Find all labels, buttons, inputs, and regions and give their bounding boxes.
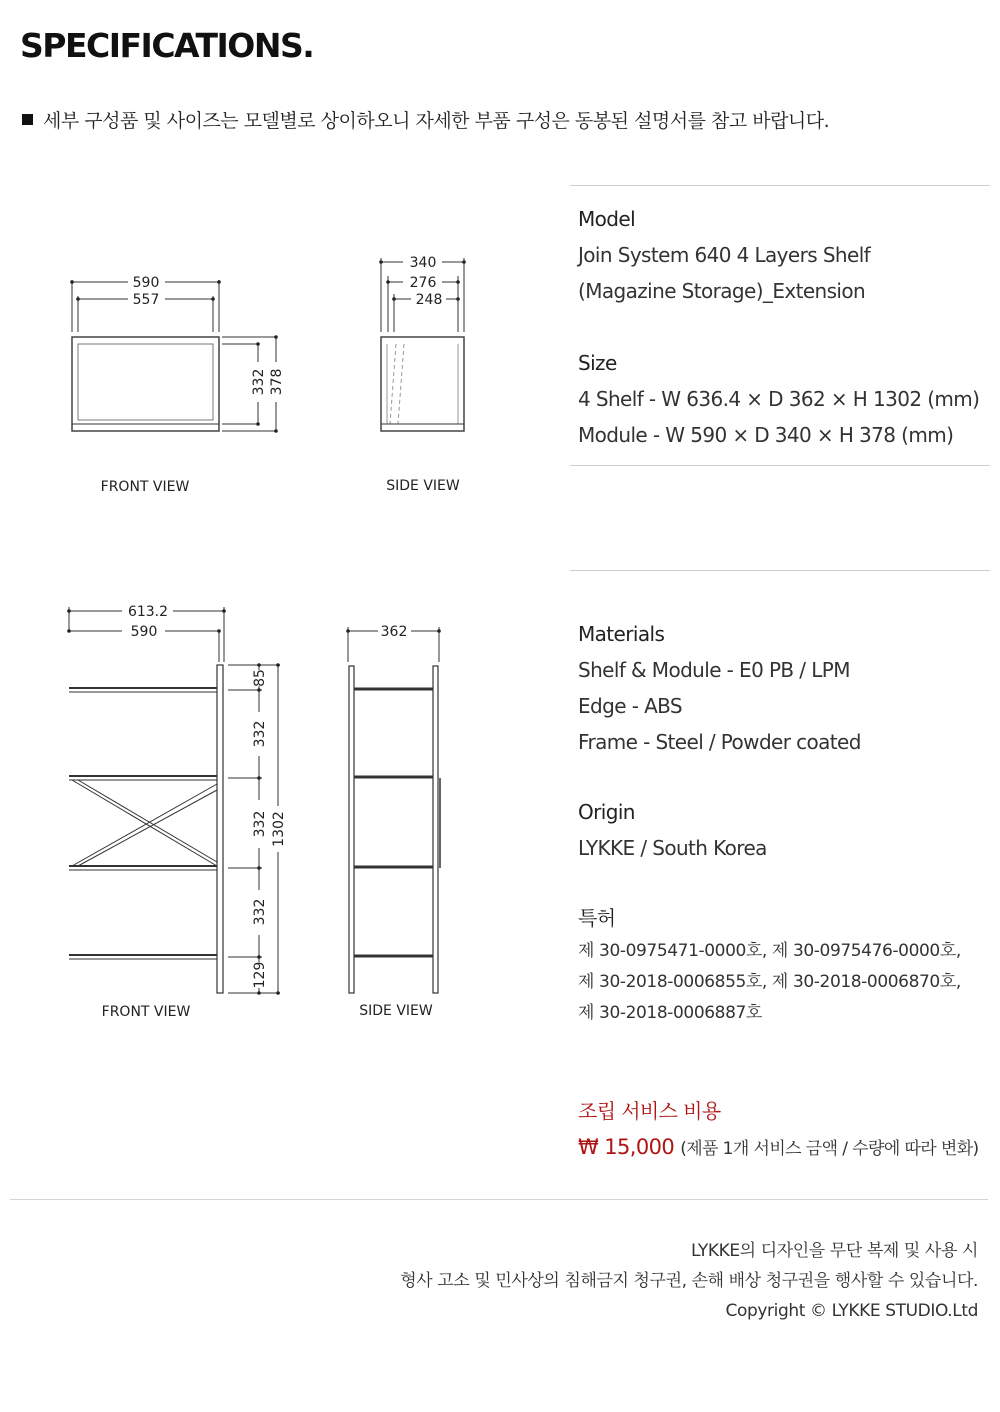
dim-side-depth-mid: 276 — [409, 275, 437, 291]
module-front-view-label: FRONT VIEW — [100, 479, 190, 495]
footer-line-3: Copyright © LYKKE STUDIO.Ltd — [725, 1301, 978, 1321]
dim-front-height-outer: 378 — [269, 368, 285, 396]
divider-mid-1 — [570, 465, 990, 466]
shelf-side-view-label: SIDE VIEW — [359, 1003, 433, 1019]
origin-heading: Origin — [578, 800, 635, 824]
model-line-2: (Magazine Storage)_Extension — [578, 279, 866, 303]
model-heading: Model — [578, 207, 636, 231]
divider-mid-2 — [570, 570, 990, 571]
patent-line-1: 제 30-0975471-0000호, 제 30-0975476-0000호, — [578, 941, 961, 961]
dim-side-depth-outer: 340 — [409, 255, 437, 271]
shelf-drawing — [0, 600, 560, 1030]
dim-side-depth: 362 — [380, 624, 408, 640]
specs-model-size — [578, 201, 979, 453]
divider-top — [570, 185, 990, 186]
dim-height-total: 1302 — [271, 811, 287, 847]
notice-text — [22, 106, 829, 133]
patent-line-2: 제 30-2018-0006855호, 제 30-2018-0006870호, — [578, 972, 961, 992]
footer-line-1: LYKKE의 디자인을 무단 복제 및 사용 시 — [691, 1241, 978, 1261]
dim-height-bottom: 129 — [252, 961, 268, 989]
dim-front-height-inner: 332 — [251, 368, 267, 396]
dim-height-top: 85 — [252, 669, 268, 687]
dim-shelf-width-inner: 590 — [130, 624, 158, 640]
size-line-1: 4 Shelf - W 636.4 × D 362 × H 1302 (mm) — [578, 387, 980, 411]
dim-height-gap-2: 332 — [252, 810, 268, 838]
materials-line-2: Edge - ABS — [578, 694, 683, 718]
service-price-note: (제품 1개 서비스 금액 / 수량에 따라 변화) — [680, 1139, 979, 1159]
patent-line-3: 제 30-2018-0006887호 — [578, 1003, 762, 1023]
dim-height-gap-1: 332 — [252, 720, 268, 748]
materials-heading: Materials — [578, 622, 665, 646]
specs-materials-origin — [578, 616, 961, 1029]
assembly-service — [578, 1093, 979, 1167]
dim-front-width-outer: 590 — [132, 275, 160, 291]
module-side-view-label: SIDE VIEW — [386, 478, 460, 494]
dim-shelf-width-outer: 613.2 — [127, 604, 169, 620]
copyright-notice — [400, 1236, 978, 1326]
footer-line-2: 형사 고소 및 민사상의 침해금지 청구권, 손해 배상 청구권을 행사할 수 있습니다. — [400, 1271, 978, 1291]
page-title: SPECIFICATIONS. — [20, 26, 314, 65]
square-bullet-icon — [22, 114, 33, 125]
size-line-2: Module - W 590 × D 340 × H 378 (mm) — [578, 423, 954, 447]
module-drawing — [0, 240, 560, 510]
service-price: ₩ 15,000 — [578, 1135, 675, 1159]
service-heading: 조립 서비스 비용 — [578, 1099, 721, 1123]
notice-label: 세부 구성품 및 사이즈는 모델별로 상이하오니 자세한 부품 구성은 동봉된 설명서를 참고 바랍니다. — [43, 110, 830, 132]
dim-height-gap-3: 332 — [252, 898, 268, 926]
materials-line-3: Frame - Steel / Powder coated — [578, 730, 861, 754]
model-line-1: Join System 640 4 Layers Shelf — [578, 243, 871, 267]
dim-front-width-inner: 557 — [132, 292, 160, 308]
dim-side-depth-inner: 248 — [415, 292, 443, 308]
materials-line-1: Shelf & Module - E0 PB / LPM — [578, 658, 850, 682]
patent-heading: 특허 — [578, 906, 616, 930]
shelf-front-view-label: FRONT VIEW — [101, 1004, 191, 1020]
service-price-row — [578, 1129, 979, 1167]
size-heading: Size — [578, 351, 617, 375]
origin-line-1: LYKKE / South Korea — [578, 836, 767, 860]
divider-footer — [10, 1199, 988, 1200]
